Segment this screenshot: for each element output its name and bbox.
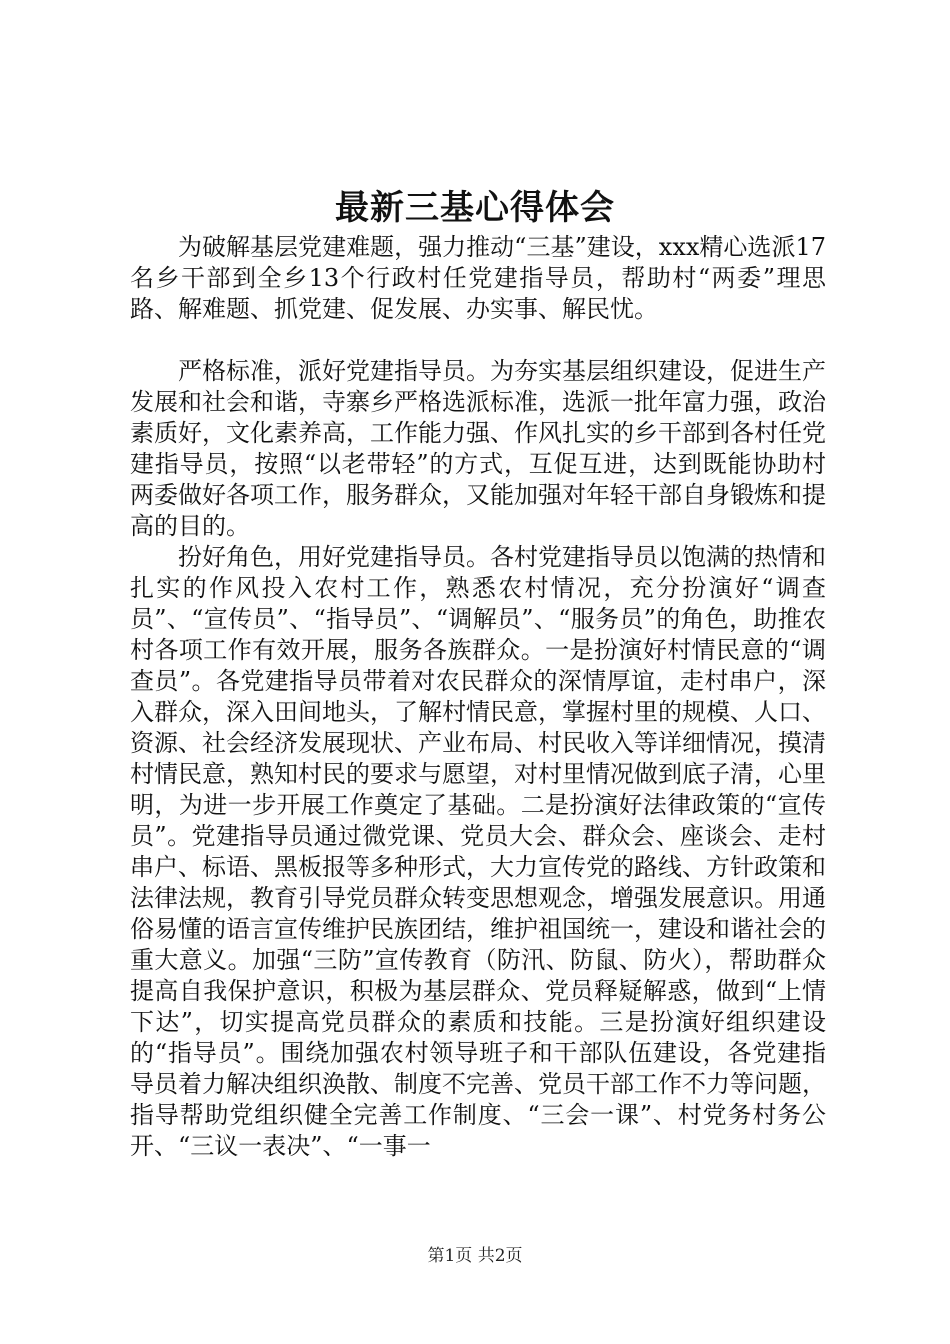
paragraph-standards: 严格标准，派好党建指导员。为夯实基层组织建设，促进生产发展和社会和谐，寺寨乡严格选派标准，选派一批年富力强，政治素质好，文化素养高，工作能力强、作风扎实的乡干部到各村任党建指导员，按照“以老带轻”的方式，互促互进，达到既能协助村两委做好各项工作，服务群众，又能加强对年轻干部自身锻炼和提高的目的。 — [130, 357, 826, 540]
document-title: 最新三基心得体会 — [335, 188, 615, 228]
document-body — [130, 232, 826, 1162]
page-number-footer: 第1页 共2页 — [427, 1246, 523, 1266]
paragraph-spacer — [130, 325, 826, 356]
paragraph-intro: 为破解基层党建难题，强力推动“三基”建设，xxx精心选派17名乡干部到全乡13个行政村任党建指导员，帮助村“两委”理思路、解难题、抓党建、促发展、办实事、解民忧。 — [130, 233, 826, 323]
paragraph-roles: 扮好角色，用好党建指导员。各村党建指导员以饱满的热情和扎实的作风投入农村工作，熟悉农村情况，充分扮演好“调查员”、“宣传员”、“指导员”、“调解员”、“服务员”的角色，助推农村各项工作有效开展，服务各族群众。一是扮演好村情民意的“调查员”。各党建指导员带着对农民群众的深情厚谊，走村串户，深入群众，深入田间地头，了解村情民意，掌握村里的规模、人口、资源、社会经济发展现状、产业布局、村民收入等详细情况，摸清村情民意，熟知村民的要求与愿望，对村里情况做到底子清，心里明，为进一步开展工作奠定了基础。二是扮演好法律政策的“宣传员”。党建指导员通过微党课、党员大会、群众会、座谈会、走村串户、标语、黑板报等多种形式，大力宣传党的路线、方针政策和法律法规，教育引导党员群众转变思想观念，增强发展意识。用通俗易懂的语言宣传维护民族团结，维护祖国统一，建设和谐社会的重大意义。加强“三防”宣传教育（防汛、防鼠、防火），帮助群众提高自我保护意识，积极为基层群众、党员释疑解惑，做到“上情下达”，切实提高党员群众的素质和技能。三是扮演好组织建设的“指导员”。围绕加强农村领导班子和干部队伍建设，各党建指导员着力解决组织涣散、制度不完善、党员干部工作不力等问题，指导帮助党组织健全完善工作制度、“三会一课”、村党务村务公开、“三议一表决”、“一事一 — [130, 543, 826, 1160]
